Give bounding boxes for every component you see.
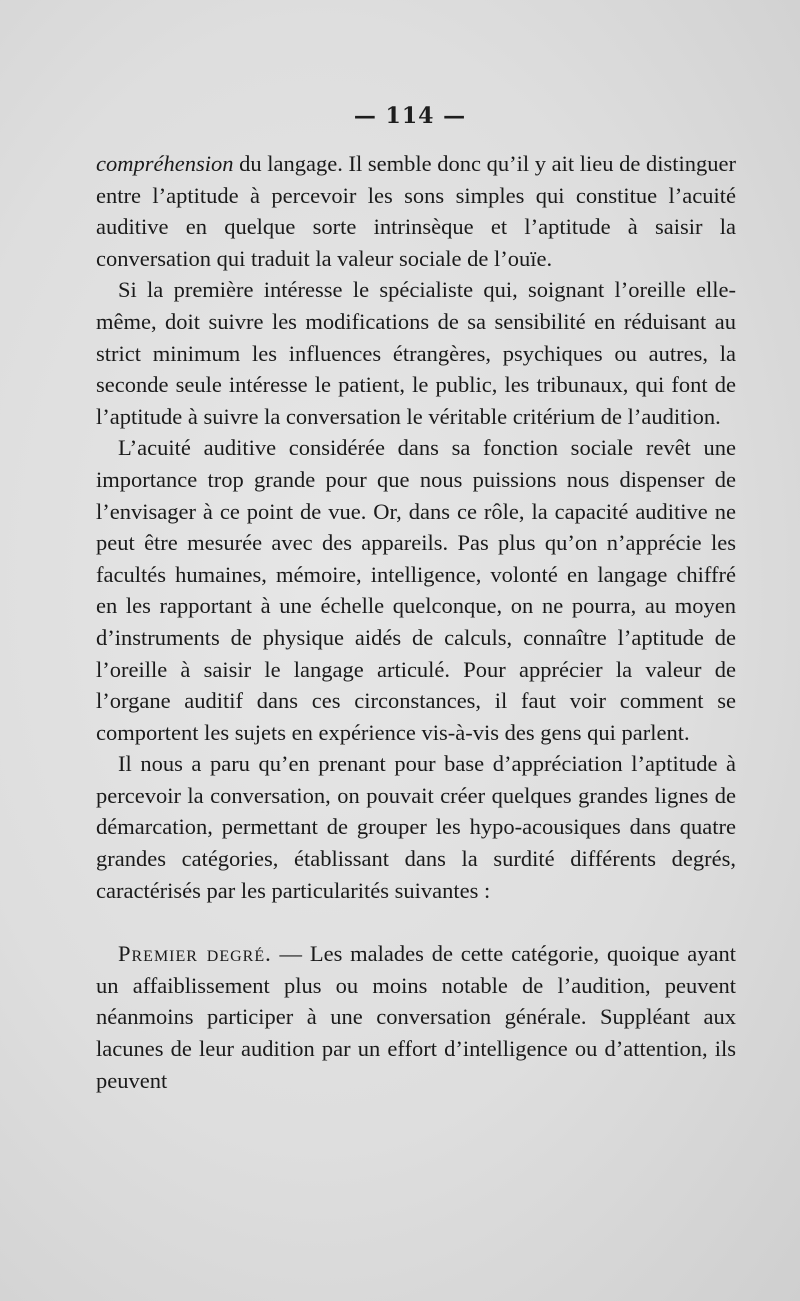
page-number: — 114 — <box>353 103 467 129</box>
paragraph-5-text: — Les malades de cette catégorie, quoique ayant un affaiblissement plus ou moins notable de l’audition, peuvent néanmoins participer à une conversation générale. Suppléant aux lacunes de leur audition par un effort d’intelligence ou d’attention, ils peuvent <box>96 941 736 1093</box>
paragraph-2: Si la première intéresse le spécialiste qui, soignant l’oreille elle-même, doit suivre les modifications de sa sensibilité en réduisant au strict minimum les influences étrangères, psychiques ou autres, la seconde seule intéresse le patient, le public, les tribunaux, qui font de l’aptitude à suivre la conversation le véritable critérium de l’audition. <box>96 277 736 429</box>
paragraph-4: Il nous a paru qu’en prenant pour base d’appréciation l’aptitude à percevoir la conversation, on pouvait créer quelques grandes lignes de démarcation, permettant de grouper les hypo-acousiques dans quatre grandes catégories, établissant dans la surdité différents degrés, caractérisés par les particularités suivantes : <box>96 751 736 903</box>
italic-term: compréhension <box>96 151 234 176</box>
body-text <box>96 148 736 1096</box>
section-heading: Premier degré. <box>118 941 272 967</box>
paragraph-3: L’acuité auditive considérée dans sa fonction sociale revêt une importance trop grande pour que nous puissions nous dispenser de l’envisager à ce point de vue. Or, dans ce rôle, la capacité auditive ne peut être mesurée avec des appareils. Pas plus qu’on n’apprécie les facultés humaines, mémoire, intelligence, volonté en langage chiffré en les rapportant à une échelle quelconque, on ne pourra, au moyen d’instruments de physique aidés de calculs, connaître l’aptitude de l’oreille à saisir le langage articulé. Pour apprécier la valeur de l’organe auditif dans ces circonstances, il faut voir comment se comportent les sujets en expérience vis-à-vis des gens qui parlent. <box>96 435 736 745</box>
paragraph-1 <box>96 148 736 274</box>
paragraph-premier-degre <box>96 938 736 1096</box>
paragraph-1-text: du langage. Il semble donc qu’il y ait lieu de distinguer entre l’aptitude à percevoir les sons simples qui constitue l’acuité auditive en quelque sorte intrinsèque et l’aptitude à saisir la conversation qui traduit la valeur sociale de l’ouïe. <box>96 151 736 271</box>
